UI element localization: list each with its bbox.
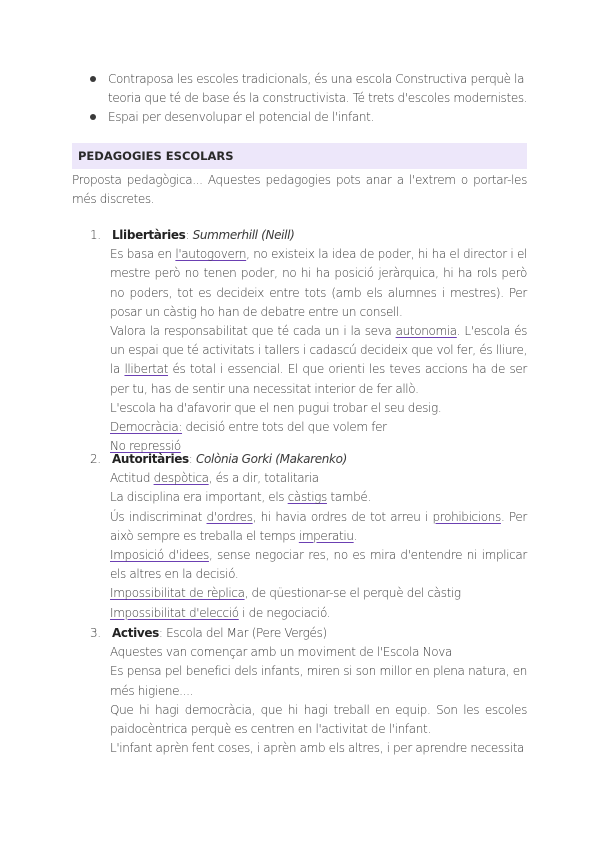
item-number: 3. bbox=[90, 626, 101, 640]
underlined-term: d'ordres bbox=[206, 509, 253, 524]
underlined-term: autonomia bbox=[395, 324, 457, 338]
item-subtitle: Escola del Mar (Pere Vergés) bbox=[166, 626, 327, 640]
bullet-list bbox=[88, 70, 528, 127]
item-paragraph: Aquestes van començar amb un moviment de l'Escola Nova bbox=[110, 645, 452, 660]
section-intro: Proposta pedagògica... Aquestes pedagogies pots anar a l'extrem o portar-les més discretes. bbox=[72, 173, 527, 206]
item-subtitle: Colònia Gorki (Makarenko) bbox=[195, 452, 347, 466]
item-title-line: Llibertàries: Summerhill (Neill) bbox=[112, 228, 295, 242]
underlined-term: Democràcia: bbox=[110, 420, 183, 435]
item-paragraph: Impossibilitat de rèplica, de qüestionar-se el perquè del càstig bbox=[110, 586, 461, 601]
item-subtitle: Summerhill (Neill) bbox=[192, 228, 295, 242]
underlined-term: Imposició d'idees bbox=[110, 548, 209, 562]
item-paragraph: Imposició d'idees, sense negociar res, no es mira d'entendre ni implicar els altres en la decisió. bbox=[110, 548, 528, 582]
section-heading-bar bbox=[72, 143, 527, 169]
bullet-text: Espai per desenvolupar el potencial de l'infant. bbox=[108, 110, 374, 124]
item-title: Autoritàries bbox=[112, 452, 189, 466]
underlined-term: Impossibilitat d'elecció bbox=[110, 605, 239, 620]
item-title-line: Autoritàries: Colònia Gorki (Makarenko) bbox=[112, 452, 347, 466]
item-title: Actives bbox=[112, 626, 159, 640]
bullet-item bbox=[88, 108, 528, 127]
item-paragraph: L'infant aprèn fent coses, i aprèn amb els altres, i per aprendre necessita bbox=[110, 741, 525, 756]
bullet-dot-icon bbox=[90, 76, 96, 82]
item-paragraph: Que hi hagi democràcia, que hi hagi treball en equip. Son les escoles paidocèntrica perquè es centren en l'activitat de l'infant. bbox=[110, 702, 527, 736]
underlined-term: prohibicions bbox=[432, 509, 501, 524]
underlined-term: Impossibilitat de rèplica bbox=[110, 586, 245, 601]
underlined-term: l'autogovern bbox=[175, 247, 247, 262]
underlined-term: No repressió bbox=[110, 439, 181, 454]
item-paragraph: Es basa en l'autogovern, no existeix la idea de poder, hi ha el director i el mestre però no tenen poder, no hi ha posició jeràrquica, hi ha rols però no poders, tot es decideix entre tots (amb els alumnes i mestres). Per posar un càstig ho han de debatre entre un consell. bbox=[110, 247, 527, 319]
item-paragraph: Es pensa pel benefici dels infants, miren si son millor en plena natura, en més higiene.... bbox=[110, 664, 527, 698]
underlined-term: llibertat bbox=[124, 362, 169, 377]
section-heading: PEDAGOGIES ESCOLARS bbox=[78, 149, 234, 163]
item-body bbox=[110, 245, 527, 456]
bullet-dot-icon bbox=[90, 114, 96, 120]
item-title-line: Actives: Escola del Mar (Pere Vergés) bbox=[112, 626, 327, 640]
bullet-item bbox=[88, 70, 528, 108]
item-number: 2. bbox=[90, 452, 101, 466]
item-paragraph: Ús indiscriminat d'ordres, hi havia ordres de tot arreu i prohibicions. Per això sempre es treballa el temps imperatiu. bbox=[110, 509, 527, 543]
item-body bbox=[110, 643, 527, 758]
item-paragraph: L'escola ha d'afavorir que el nen pugui trobar el seu desig. bbox=[110, 400, 442, 415]
item-paragraph: Impossibilitat d'elecció i de negociació. bbox=[110, 605, 331, 620]
item-paragraph: Democràcia: decisió entre tots del que volem fer bbox=[110, 420, 387, 435]
item-paragraph: Actitud despòtica, és a dir, totalitaria bbox=[110, 471, 319, 486]
item-paragraph: Valora la responsabilitat que té cada un i la seva autonomia. L'escola és un espai que té activitats i tallers i cadascú decideix que vol fer, és lliure, la llibertat és total i essencial. El que orienti les teves accions ha de ser per tu, has de sentir una necessitat interior de fer allò. bbox=[110, 324, 528, 396]
item-title: Llibertàries bbox=[112, 228, 186, 242]
item-number: 1. bbox=[90, 228, 101, 242]
underlined-term: càstigs bbox=[287, 490, 327, 505]
item-paragraph: La disciplina era important, els càstigs també. bbox=[110, 490, 371, 505]
bullet-text: Contraposa les escoles tradicionals, és una escola Constructiva perquè la teoria que té de base és la constructivista. Té trets d'escoles modernistes. bbox=[108, 72, 528, 105]
item-body bbox=[110, 469, 527, 623]
underlined-term: imperatiu bbox=[298, 528, 354, 543]
underlined-term: despòtica bbox=[153, 471, 209, 486]
